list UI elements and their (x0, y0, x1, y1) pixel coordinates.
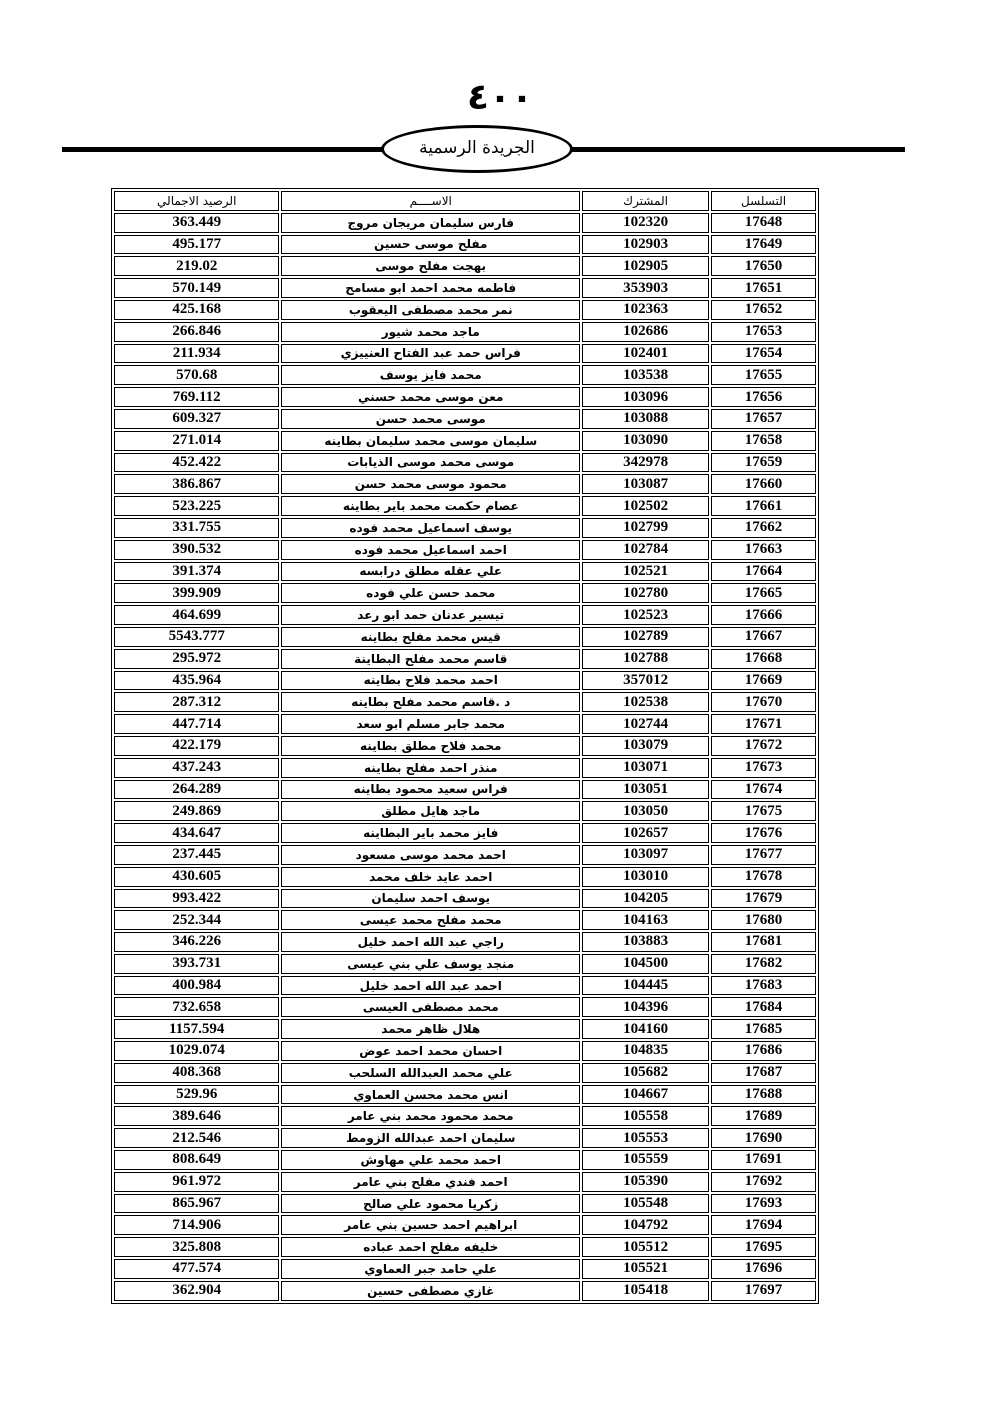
name-cell: راجي عبد الله احمد خليل (281, 932, 580, 952)
name-cell: منذر احمد مفلح بطاينه (281, 758, 580, 778)
table-row (114, 1041, 816, 1061)
table-row (114, 278, 816, 298)
serial-cell: 17663 (711, 540, 816, 560)
balance-cell: 1029.074 (114, 1041, 279, 1061)
subscriber-id-cell: 105418 (582, 1281, 709, 1301)
subscriber-id-cell: 102905 (582, 256, 709, 276)
balance-cell: 264.289 (114, 780, 279, 800)
table-row (114, 976, 816, 996)
table-row (114, 954, 816, 974)
balance-cell: 425.168 (114, 300, 279, 320)
balance-cell: 237.445 (114, 845, 279, 865)
name-cell: يوسف اسماعيل محمد فوده (281, 518, 580, 538)
serial-cell: 17688 (711, 1085, 816, 1105)
table-body (114, 213, 816, 1301)
table-row (114, 997, 816, 1017)
serial-cell: 17649 (711, 235, 816, 255)
table-row (114, 562, 816, 582)
name-cell: احمد فندي مفلح بني عامر (281, 1172, 580, 1192)
serial-cell: 17676 (711, 823, 816, 843)
subscriber-id-cell: 103051 (582, 780, 709, 800)
name-cell: احمد عبد الله احمد خليل (281, 976, 580, 996)
subscriber-id-cell: 357012 (582, 671, 709, 691)
serial-cell: 17684 (711, 997, 816, 1017)
subscriber-id-cell: 102523 (582, 605, 709, 625)
subscriber-id-cell: 104792 (582, 1215, 709, 1235)
name-cell: محمد حسن علي فوده (281, 583, 580, 603)
subscriber-id-cell: 102780 (582, 583, 709, 603)
subscriber-id-cell: 102363 (582, 300, 709, 320)
balance-cell: 447.714 (114, 714, 279, 734)
table-row (114, 932, 816, 952)
name-cell: هلال ظاهر محمد (281, 1019, 580, 1039)
name-cell: زكريا محمود علي صالح (281, 1194, 580, 1214)
balance-cell: 252.344 (114, 910, 279, 930)
table-row (114, 1215, 816, 1235)
subscriber-id-cell: 102521 (582, 562, 709, 582)
balance-cell: 287.312 (114, 692, 279, 712)
serial-cell: 17668 (711, 649, 816, 669)
name-cell: فارس سليمان مريجان مروج (281, 213, 580, 233)
balance-cell: 570.149 (114, 278, 279, 298)
serial-cell: 17678 (711, 867, 816, 887)
serial-cell: 17655 (711, 365, 816, 385)
balance-cell: 452.422 (114, 453, 279, 473)
table-row (114, 1194, 816, 1214)
table-row (114, 780, 816, 800)
table-row (114, 671, 816, 691)
balance-cell: 390.532 (114, 540, 279, 560)
table-row (114, 1259, 816, 1279)
serial-cell: 17691 (711, 1150, 816, 1170)
table-row (114, 801, 816, 821)
balance-cell: 362.904 (114, 1281, 279, 1301)
subscriber-id-cell: 102799 (582, 518, 709, 538)
table-row (114, 322, 816, 342)
serial-cell: 17674 (711, 780, 816, 800)
subscriber-id-cell: 105512 (582, 1237, 709, 1257)
serial-cell: 17682 (711, 954, 816, 974)
subscriber-id-cell: 102789 (582, 627, 709, 647)
subscriber-id-cell: 102502 (582, 496, 709, 516)
balance-cell: 389.646 (114, 1106, 279, 1126)
name-cell: ابراهيم احمد حسين بني عامر (281, 1215, 580, 1235)
subscriber-id-cell: 102788 (582, 649, 709, 669)
subscriber-id-cell: 105521 (582, 1259, 709, 1279)
table-row (114, 365, 816, 385)
name-cell: فايز محمد باير البطاينه (281, 823, 580, 843)
table-row (114, 605, 816, 625)
subscriber-id-cell: 103090 (582, 431, 709, 451)
serial-cell: 17694 (711, 1215, 816, 1235)
table-row (114, 256, 816, 276)
name-cell: قاسم محمد مفلح البطاينة (281, 649, 580, 669)
name-cell: سليمان موسى محمد سليمان بطاينه (281, 431, 580, 451)
balance-cell: 363.449 (114, 213, 279, 233)
name-cell: فاطمه محمد احمد ابو مسامح (281, 278, 580, 298)
subscriber-id-cell: 103010 (582, 867, 709, 887)
serial-cell: 17677 (711, 845, 816, 865)
table-row (114, 235, 816, 255)
serial-cell: 17681 (711, 932, 816, 952)
name-cell: محمود موسى محمد حسن (281, 474, 580, 494)
table-row (114, 1128, 816, 1148)
subscriber-id-cell: 342978 (582, 453, 709, 473)
balance-cell: 325.808 (114, 1237, 279, 1257)
serial-cell: 17697 (711, 1281, 816, 1301)
name-cell: مفلح موسى حسين (281, 235, 580, 255)
serial-cell: 17687 (711, 1063, 816, 1083)
table-row (114, 300, 816, 320)
balance-cell: 393.731 (114, 954, 279, 974)
name-cell: فراس حمد عبد الفتاح العنييزي (281, 344, 580, 364)
column-header-serial: التسلسل (711, 191, 816, 211)
name-cell: خليفه مفلح احمد عباده (281, 1237, 580, 1257)
serial-cell: 17683 (711, 976, 816, 996)
name-cell: احمد محمد فلاح بطاينه (281, 671, 580, 691)
subscriber-id-cell: 104667 (582, 1085, 709, 1105)
serial-cell: 17671 (711, 714, 816, 734)
table-row (114, 910, 816, 930)
serial-cell: 17657 (711, 409, 816, 429)
subscriber-id-cell: 103096 (582, 387, 709, 407)
balance-cell: 714.906 (114, 1215, 279, 1235)
name-cell: احمد اسماعيل محمد فوده (281, 540, 580, 560)
subscriber-id-cell: 105548 (582, 1194, 709, 1214)
balance-cell: 732.658 (114, 997, 279, 1017)
subscriber-id-cell: 104500 (582, 954, 709, 974)
balance-cell: 249.869 (114, 801, 279, 821)
name-cell: موسى محمد حسن (281, 409, 580, 429)
serial-cell: 17667 (711, 627, 816, 647)
name-cell: محمد فايز يوسف (281, 365, 580, 385)
table-row (114, 540, 816, 560)
table-row (114, 583, 816, 603)
subscriber-id-cell: 103883 (582, 932, 709, 952)
name-cell: علي عقله مطلق درابسه (281, 562, 580, 582)
balance-cell: 609.327 (114, 409, 279, 429)
balance-cell: 391.374 (114, 562, 279, 582)
subscribers-table (111, 188, 819, 1304)
serial-cell: 17653 (711, 322, 816, 342)
balance-cell: 961.972 (114, 1172, 279, 1192)
name-cell: يوسف احمد سليمان (281, 889, 580, 909)
name-cell: محمد مفلح محمد عيسى (281, 910, 580, 930)
serial-cell: 17695 (711, 1237, 816, 1257)
balance-cell: 523.225 (114, 496, 279, 516)
subscriber-id-cell: 102401 (582, 344, 709, 364)
table-row (114, 1106, 816, 1126)
table-row (114, 344, 816, 364)
subscribers-table-container (111, 188, 819, 1304)
subscriber-id-cell: 102538 (582, 692, 709, 712)
column-header-balance: الرصيد الاجمالي (114, 191, 279, 211)
table-row (114, 823, 816, 843)
balance-cell: 993.422 (114, 889, 279, 909)
subscriber-id-cell: 104835 (582, 1041, 709, 1061)
name-cell: غازي مصطفى حسين (281, 1281, 580, 1301)
subscriber-id-cell: 102744 (582, 714, 709, 734)
serial-cell: 17654 (711, 344, 816, 364)
subscriber-id-cell: 104160 (582, 1019, 709, 1039)
balance-cell: 808.649 (114, 1150, 279, 1170)
name-cell: انس محمد محسن العماوي (281, 1085, 580, 1105)
balance-cell: 435.964 (114, 671, 279, 691)
serial-cell: 17665 (711, 583, 816, 603)
subscriber-id-cell: 103088 (582, 409, 709, 429)
subscriber-id-cell: 104445 (582, 976, 709, 996)
table-row (114, 1063, 816, 1083)
balance-cell: 5543.777 (114, 627, 279, 647)
table-row (114, 692, 816, 712)
serial-cell: 17650 (711, 256, 816, 276)
table-row (114, 518, 816, 538)
name-cell: احسان محمد احمد عوض (281, 1041, 580, 1061)
table-row (114, 1172, 816, 1192)
name-cell: تيسير عدنان حمد ابو رعد (281, 605, 580, 625)
serial-cell: 17652 (711, 300, 816, 320)
table-row (114, 889, 816, 909)
table-row (114, 1237, 816, 1257)
subscriber-id-cell: 105682 (582, 1063, 709, 1083)
name-cell: بهجت مفلح موسى (281, 256, 580, 276)
name-cell: محمد مصطفى العيسى (281, 997, 580, 1017)
subscriber-id-cell: 103071 (582, 758, 709, 778)
balance-cell: 331.755 (114, 518, 279, 538)
subscriber-id-cell: 105558 (582, 1106, 709, 1126)
publication-title: الجريدة الرسمية (419, 138, 535, 158)
serial-cell: 17651 (711, 278, 816, 298)
subscriber-id-cell: 103050 (582, 801, 709, 821)
balance-cell: 464.699 (114, 605, 279, 625)
subscriber-id-cell: 102320 (582, 213, 709, 233)
name-cell: عصام حكمت محمد باير بطاينه (281, 496, 580, 516)
subscriber-id-cell: 104163 (582, 910, 709, 930)
table-header-row (114, 191, 816, 211)
name-cell: د .قاسم محمد مفلح بطاينه (281, 692, 580, 712)
balance-cell: 211.934 (114, 344, 279, 364)
name-cell: احمد محمد علي مهاوش (281, 1150, 580, 1170)
balance-cell: 1157.594 (114, 1019, 279, 1039)
name-cell: معن موسى محمد حسني (281, 387, 580, 407)
table-row (114, 387, 816, 407)
table-row (114, 409, 816, 429)
name-cell: نمر محمد مصطفى اليعقوب (281, 300, 580, 320)
table-row (114, 649, 816, 669)
balance-cell: 570.68 (114, 365, 279, 385)
table-row (114, 1281, 816, 1301)
balance-cell: 219.02 (114, 256, 279, 276)
balance-cell: 477.574 (114, 1259, 279, 1279)
balance-cell: 386.867 (114, 474, 279, 494)
subscriber-id-cell: 102657 (582, 823, 709, 843)
name-cell: محمد جابر مسلم ابو سعد (281, 714, 580, 734)
balance-cell: 399.909 (114, 583, 279, 603)
subscriber-id-cell: 105390 (582, 1172, 709, 1192)
serial-cell: 17690 (711, 1128, 816, 1148)
serial-cell: 17658 (711, 431, 816, 451)
table-row (114, 627, 816, 647)
balance-cell: 271.014 (114, 431, 279, 451)
balance-cell: 212.546 (114, 1128, 279, 1148)
name-cell: محمد فلاح مطلق بطاينه (281, 736, 580, 756)
name-cell: محمد محمود محمد بني عامر (281, 1106, 580, 1126)
balance-cell: 400.984 (114, 976, 279, 996)
subscriber-id-cell: 103097 (582, 845, 709, 865)
name-cell: ماجد هايل مطلق (281, 801, 580, 821)
table-row (114, 1019, 816, 1039)
serial-cell: 17679 (711, 889, 816, 909)
serial-cell: 17661 (711, 496, 816, 516)
balance-cell: 430.605 (114, 867, 279, 887)
table-row (114, 453, 816, 473)
balance-cell: 422.179 (114, 736, 279, 756)
serial-cell: 17672 (711, 736, 816, 756)
balance-cell: 295.972 (114, 649, 279, 669)
balance-cell: 865.967 (114, 1194, 279, 1214)
name-cell: علي محمد العبدالله السلحب (281, 1063, 580, 1083)
masthead-oval (381, 125, 573, 173)
serial-cell: 17680 (711, 910, 816, 930)
serial-cell: 17664 (711, 562, 816, 582)
table-row (114, 714, 816, 734)
subscriber-id-cell: 104205 (582, 889, 709, 909)
serial-cell: 17669 (711, 671, 816, 691)
name-cell: قيس محمد مفلح بطاينه (281, 627, 580, 647)
serial-cell: 17662 (711, 518, 816, 538)
table-row (114, 213, 816, 233)
table-row (114, 736, 816, 756)
table-row (114, 1085, 816, 1105)
serial-cell: 17685 (711, 1019, 816, 1039)
balance-cell: 266.846 (114, 322, 279, 342)
subscriber-id-cell: 103079 (582, 736, 709, 756)
table-row (114, 474, 816, 494)
serial-cell: 17659 (711, 453, 816, 473)
name-cell: علي حامد جبر العماوي (281, 1259, 580, 1279)
balance-cell: 434.647 (114, 823, 279, 843)
balance-cell: 408.368 (114, 1063, 279, 1083)
balance-cell: 769.112 (114, 387, 279, 407)
serial-cell: 17692 (711, 1172, 816, 1192)
name-cell: موسى محمد موسى الذيابات (281, 453, 580, 473)
serial-cell: 17648 (711, 213, 816, 233)
balance-cell: 529.96 (114, 1085, 279, 1105)
table-row (114, 867, 816, 887)
subscriber-id-cell: 103087 (582, 474, 709, 494)
name-cell: سليمان احمد عبدالله الزومط (281, 1128, 580, 1148)
subscriber-id-cell: 102686 (582, 322, 709, 342)
subscriber-id-cell: 103538 (582, 365, 709, 385)
name-cell: ماجد محمد شيور (281, 322, 580, 342)
table-row (114, 496, 816, 516)
subscriber-id-cell: 104396 (582, 997, 709, 1017)
name-cell: فراس سعيد محمود بطاينه (281, 780, 580, 800)
balance-cell: 495.177 (114, 235, 279, 255)
subscriber-id-cell: 105553 (582, 1128, 709, 1148)
serial-cell: 17673 (711, 758, 816, 778)
subscriber-id-cell: 102784 (582, 540, 709, 560)
balance-cell: 346.226 (114, 932, 279, 952)
subscriber-id-cell: 105559 (582, 1150, 709, 1170)
balance-cell: 437.243 (114, 758, 279, 778)
serial-cell: 17670 (711, 692, 816, 712)
table-row (114, 758, 816, 778)
serial-cell: 17666 (711, 605, 816, 625)
serial-cell: 17660 (711, 474, 816, 494)
table-row (114, 431, 816, 451)
table-row (114, 845, 816, 865)
subscriber-id-cell: 353903 (582, 278, 709, 298)
serial-cell: 17656 (711, 387, 816, 407)
name-cell: احمد محمد موسى مسعود (281, 845, 580, 865)
serial-cell: 17689 (711, 1106, 816, 1126)
serial-cell: 17696 (711, 1259, 816, 1279)
serial-cell: 17686 (711, 1041, 816, 1061)
column-header-subscriber: المشترك (582, 191, 709, 211)
table-row (114, 1150, 816, 1170)
serial-cell: 17693 (711, 1194, 816, 1214)
serial-cell: 17675 (711, 801, 816, 821)
name-cell: منجد يوسف علي بني عيسى (281, 954, 580, 974)
column-header-name: الاســــم (281, 191, 580, 211)
page-number: ٤٠٠ (467, 77, 533, 118)
subscriber-id-cell: 102903 (582, 235, 709, 255)
name-cell: احمد عايد خلف محمد (281, 867, 580, 887)
